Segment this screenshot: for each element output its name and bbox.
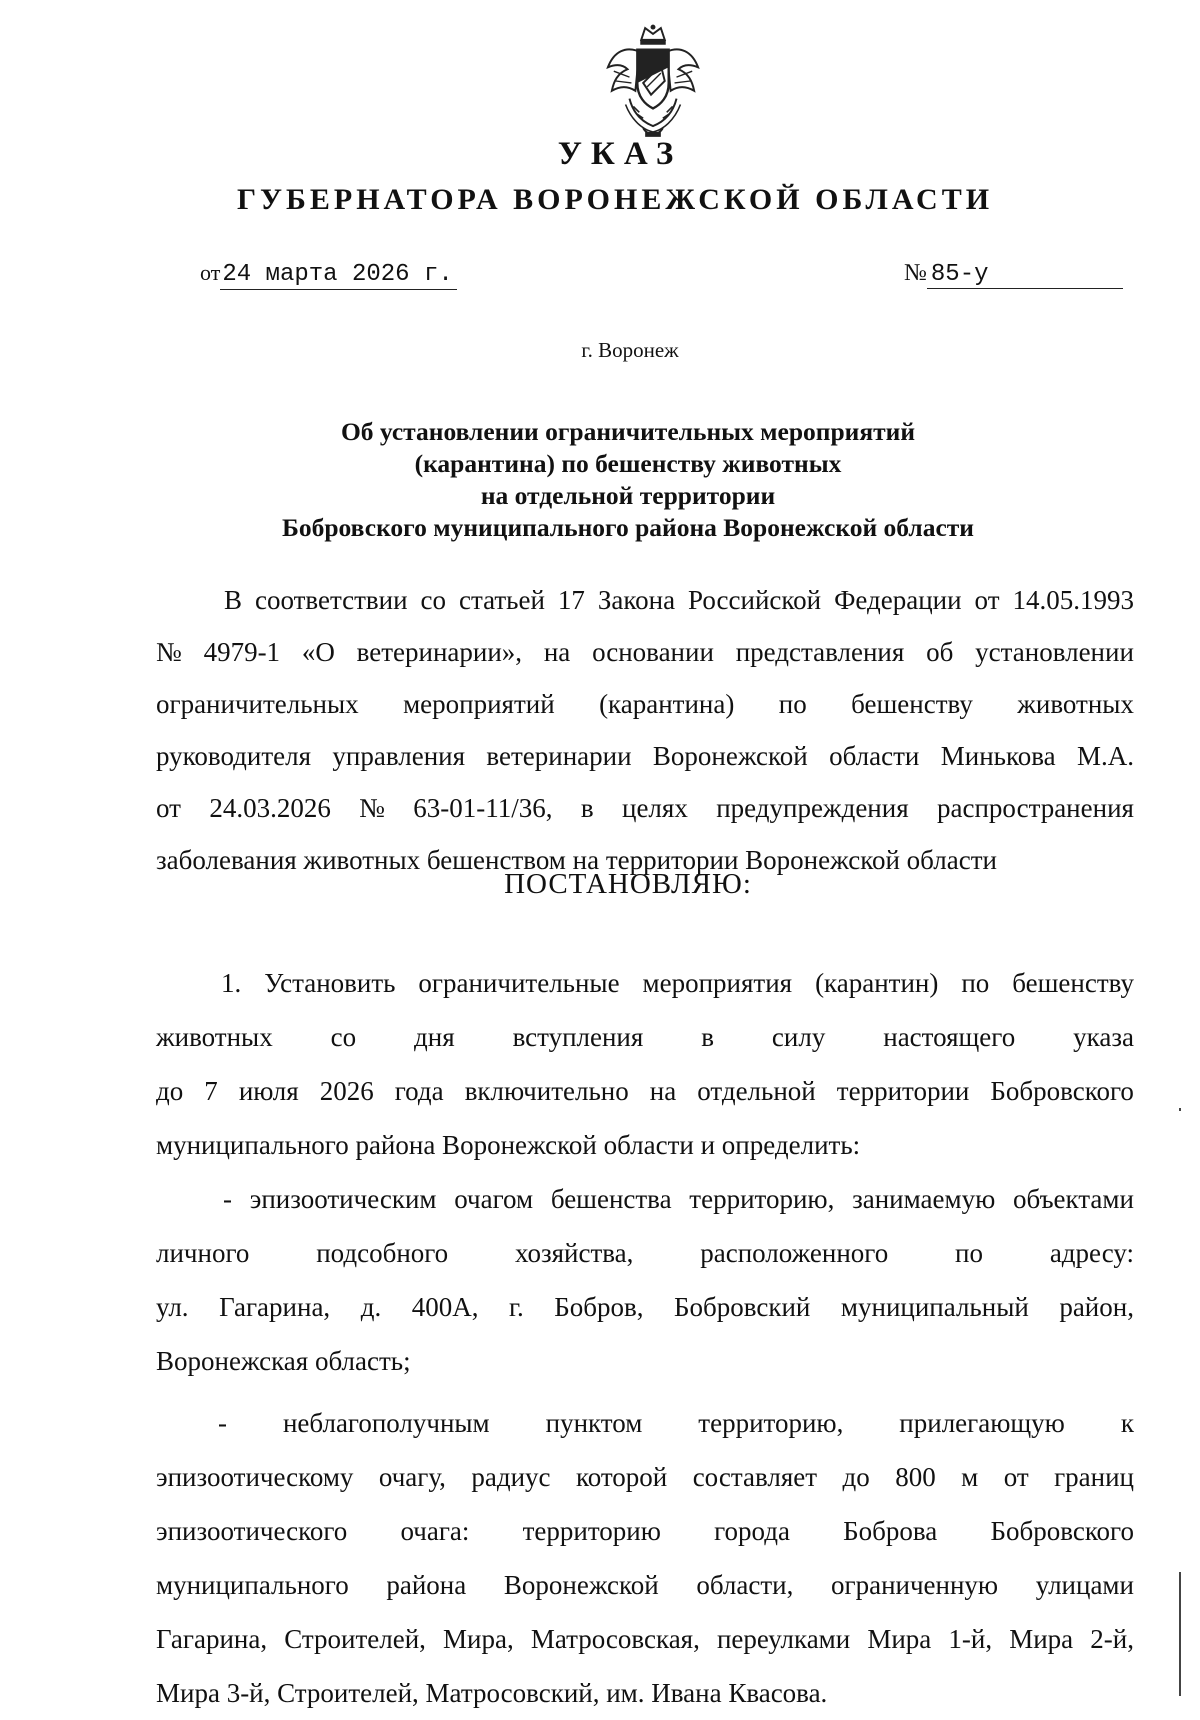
- word: Воронежской: [652, 741, 808, 771]
- word: области: [829, 741, 920, 771]
- preamble-line: [156, 678, 1134, 730]
- word: улицами: [1035, 1570, 1134, 1600]
- word: очагу,: [378, 1462, 446, 1492]
- word: 1-й,: [948, 1624, 993, 1654]
- word: очага:: [400, 1516, 470, 1546]
- word: животных: [156, 1022, 273, 1052]
- word: Гагарина,: [156, 1624, 268, 1654]
- word: Бобровского: [990, 1516, 1134, 1546]
- preamble-line: [156, 626, 1134, 678]
- word: личного: [156, 1238, 250, 1268]
- date-value: 24 марта 2026 г.: [220, 261, 456, 290]
- word: д.: [360, 1292, 382, 1322]
- word: эпизоотическим: [249, 1184, 437, 1214]
- word: от: [1003, 1462, 1029, 1492]
- subject-line: Бобровского муниципального района Воронежской области: [282, 513, 974, 542]
- word: включительно: [464, 1076, 629, 1106]
- word: распространения: [937, 793, 1134, 823]
- bullet-1-line: [156, 1172, 1134, 1226]
- word: до: [842, 1462, 870, 1492]
- document-date: [200, 260, 457, 288]
- word: об: [926, 637, 954, 667]
- bullet-2-line: [156, 1612, 1134, 1666]
- word: эпизоотическому: [156, 1462, 354, 1492]
- word: Гагарина,: [219, 1292, 331, 1322]
- word: Закона: [597, 585, 676, 615]
- word: хозяйства,: [515, 1238, 634, 1268]
- word: мероприятий: [403, 689, 555, 719]
- subject-line: Об установлении ограничительных мероприятий: [340, 417, 916, 446]
- word: составляет: [692, 1462, 818, 1492]
- word: №: [359, 793, 385, 823]
- coat-of-arms-icon: [604, 22, 702, 140]
- word: Бобровский: [674, 1292, 811, 1322]
- bullet-1-line: Воронежская область;: [156, 1346, 411, 1376]
- word: 400А,: [411, 1292, 479, 1322]
- word: м: [961, 1462, 979, 1492]
- bullet-2-line: [156, 1504, 1134, 1558]
- word: «О: [301, 637, 335, 667]
- word: мероприятия: [642, 968, 793, 998]
- word: на: [543, 637, 571, 667]
- scan-edge-mark: [1179, 1572, 1181, 1696]
- word: очагом: [454, 1184, 534, 1214]
- word: бешенства: [550, 1184, 672, 1214]
- word: силу: [771, 1022, 826, 1052]
- word: к: [1120, 1408, 1134, 1438]
- word: Федерации: [834, 585, 962, 615]
- decree-word: ПОСТАНОВЛЯЮ:: [504, 868, 752, 900]
- word: границ: [1054, 1462, 1134, 1492]
- word: Российской: [688, 585, 822, 615]
- word: муниципальный: [840, 1292, 1029, 1322]
- word: расположенного: [700, 1238, 889, 1268]
- word: июля: [238, 1076, 299, 1106]
- word: животных: [1017, 689, 1134, 719]
- word: В: [224, 585, 243, 615]
- word: настоящего: [883, 1022, 1016, 1052]
- word: по: [778, 689, 807, 719]
- word: которой: [575, 1462, 668, 1492]
- word: Матросовская,: [530, 1624, 700, 1654]
- document-subject: [0, 416, 1200, 544]
- preamble-line: [156, 574, 1134, 626]
- word: в: [580, 793, 594, 823]
- word: муниципального: [156, 1570, 349, 1600]
- word: территорию,: [698, 1408, 844, 1438]
- word: представления: [735, 637, 905, 667]
- word: Установить: [264, 968, 396, 998]
- word: до: [156, 1076, 184, 1106]
- word: территорию,: [689, 1184, 835, 1214]
- word: г.: [508, 1292, 524, 1322]
- word: ветеринарии: [486, 741, 632, 771]
- word: Мира: [1009, 1624, 1074, 1654]
- word: территорию: [522, 1516, 661, 1546]
- preamble-line: [156, 730, 1134, 782]
- word: от: [974, 585, 1000, 615]
- word: переулками: [716, 1624, 851, 1654]
- word: предупреждения: [716, 793, 909, 823]
- word: (карантин): [815, 968, 939, 998]
- word: по: [955, 1238, 983, 1268]
- word: установлении: [975, 637, 1134, 667]
- word: вступления: [512, 1022, 644, 1052]
- word: ограничительных: [156, 689, 359, 719]
- document-city: г. Воронеж: [581, 338, 679, 362]
- word: бешенству: [1012, 968, 1134, 998]
- item-1-line: [156, 1010, 1134, 1064]
- word: на: [649, 1076, 677, 1106]
- item-1-line: муниципального района Воронежской области и определить:: [156, 1130, 861, 1160]
- word: со: [330, 1022, 357, 1052]
- word: радиус: [471, 1462, 551, 1492]
- word: адресу:: [1049, 1238, 1134, 1268]
- word: Бобровского: [990, 1076, 1134, 1106]
- word: Мира,: [443, 1624, 514, 1654]
- bullet-1-line: [156, 1280, 1134, 1334]
- document-number: [904, 260, 1123, 289]
- word: ветеринарии»,: [356, 637, 523, 667]
- word: Минькова: [940, 741, 1056, 771]
- word: ограниченную: [831, 1570, 999, 1600]
- word: -: [223, 1184, 232, 1214]
- word: район,: [1059, 1292, 1134, 1322]
- word: 24.03.2026: [209, 793, 331, 823]
- number-value: 85-у: [927, 261, 1123, 289]
- word: -: [218, 1408, 227, 1438]
- word: 2026: [319, 1076, 374, 1106]
- word: года: [394, 1076, 444, 1106]
- item-1-line: [156, 1064, 1134, 1118]
- word: отдельной: [697, 1076, 816, 1106]
- word: указа: [1073, 1022, 1134, 1052]
- bullet-2-line: [156, 1396, 1134, 1450]
- item-1-line: [156, 956, 1134, 1010]
- word: руководителя: [156, 741, 312, 771]
- preamble-line: заболевания животных бешенством на территории Воронежской области: [156, 845, 997, 875]
- word: 7: [204, 1076, 218, 1106]
- word: М.А.: [1076, 741, 1134, 771]
- word: бешенству: [851, 689, 973, 719]
- word: Боброва: [843, 1516, 938, 1546]
- word: статьей: [458, 585, 545, 615]
- word: занимаемую: [852, 1184, 996, 1214]
- document-type: УКАЗ: [557, 136, 683, 172]
- word: 1.: [221, 968, 242, 998]
- word: №: [156, 637, 182, 667]
- word: прилегающую: [899, 1408, 1065, 1438]
- subject-line: на отдельной территории: [480, 481, 776, 510]
- word: Бобров,: [554, 1292, 644, 1322]
- number-prefix: №: [904, 260, 927, 286]
- word: со: [420, 585, 446, 615]
- word: района: [386, 1570, 467, 1600]
- word: от: [156, 793, 181, 823]
- word: Воронежской: [503, 1570, 659, 1600]
- word: территории: [836, 1076, 970, 1106]
- word: 14.05.1993: [1012, 585, 1134, 615]
- word: подсобного: [316, 1238, 449, 1268]
- item-1-section: [156, 956, 1134, 1720]
- word: эпизоотического: [156, 1516, 348, 1546]
- paragraph-gap: [156, 1388, 1134, 1396]
- word: ограничительные: [418, 968, 620, 998]
- word: дня: [414, 1022, 455, 1052]
- word: неблагополучным: [282, 1408, 490, 1438]
- word: в: [701, 1022, 714, 1052]
- word: (карантина): [599, 689, 735, 719]
- word: по: [961, 968, 990, 998]
- word: 800: [895, 1462, 936, 1492]
- word: 4979-1: [203, 637, 281, 667]
- word: ул.: [156, 1292, 189, 1322]
- word: города: [714, 1516, 790, 1546]
- word: объектами: [1013, 1184, 1134, 1214]
- word: Мира: [867, 1624, 932, 1654]
- word: целях: [622, 793, 688, 823]
- bullet-2-line: Мира 3-й, Строителей, Матросовский, им. Ивана Квасова.: [156, 1678, 828, 1708]
- word: соответствии: [254, 585, 408, 615]
- preamble-line: [156, 782, 1134, 834]
- word: управления: [332, 741, 466, 771]
- word: пунктом: [545, 1408, 643, 1438]
- bullet-2-line: [156, 1558, 1134, 1612]
- document-authority: ГУБЕРНАТОРА ВОРОНЕЖСКОЙ ОБЛАСТИ: [236, 183, 994, 216]
- date-prefix: от: [200, 260, 221, 285]
- word: 17: [557, 585, 585, 615]
- word: Строителей,: [284, 1624, 426, 1654]
- word: 63-01-11/36,: [413, 793, 553, 823]
- bullet-2-line: [156, 1450, 1134, 1504]
- word: 2-й,: [1090, 1624, 1134, 1654]
- word: области,: [696, 1570, 794, 1600]
- preamble-paragraph: [156, 574, 1134, 886]
- subject-line: (карантина) по бешенству животных: [414, 449, 842, 478]
- bullet-1-line: [156, 1226, 1134, 1280]
- word: основании: [592, 637, 714, 667]
- scan-edge-mark: [1179, 1108, 1181, 1111]
